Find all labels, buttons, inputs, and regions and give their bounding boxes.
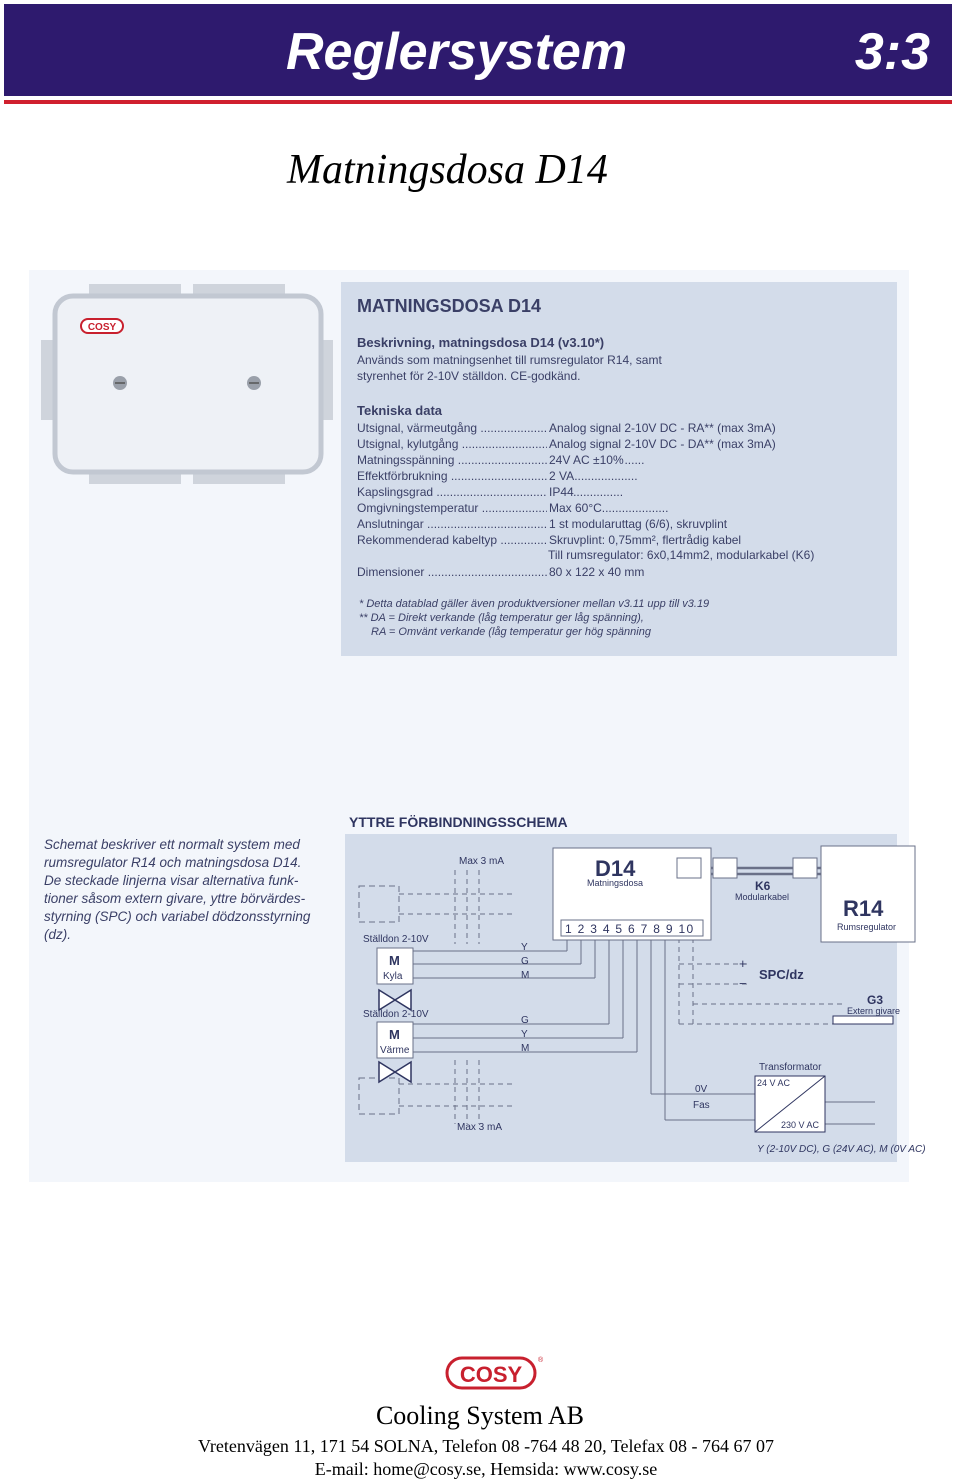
device-logo [81,319,123,333]
schema-title: YTTRE FÖRBINDNINGSSCHEMA [349,814,568,830]
terminal-numbers: 1 2 3 4 5 6 7 8 9 10 [565,922,695,936]
schema-description [44,836,344,944]
description-heading: Beskrivning, matningsdosa D14 (v3.10*) [357,335,605,350]
wire-label: M [521,970,530,981]
description-line: styrenhet för 2-10V ställdon. CE-godkänd. [357,369,581,383]
spec-value: Skruvplint: 0,75mm², flertrådig kabel [549,533,742,547]
zero-volt-label: 0V [695,1084,708,1095]
actuator-heating-name: Värme [380,1045,410,1056]
k6-subtitle: Modularkabel [735,892,790,902]
footnote: RA = Omvänt verkande (låg temperatur ger hög spänning [371,626,651,638]
actuator-cooling-label: Ställdon 2-10V [363,934,429,945]
spc-plus: + [739,956,747,971]
header-title: Reglersystem [286,23,628,81]
cable-extra: Till rumsregulator: 6x0,14mm2, modularkabel (K6) [548,548,815,562]
spec-key: Dimensioner ..... [357,565,547,579]
company-contact: E-mail: home@cosy.se, Hemsida: www.cosy.se [314,1459,658,1479]
wiring-diagram [345,834,926,1162]
spec-panel [341,282,897,656]
spec-key: Effektförbrukning ..... [357,469,547,483]
transformer-secondary: 24 V AC [757,1078,791,1088]
description-line: De steckade linjerna visar alternativa funk- [44,873,299,888]
spec-value: IP44 [549,485,574,499]
device-logo-text: COSY [87,322,117,333]
d14-subtitle: Matningsdosa [587,878,644,888]
max-current-bottom: Max 3 mA [457,1122,503,1133]
spec-key: Matningsspänning ..... [357,453,547,467]
phase-label: Fas [693,1100,710,1111]
spc-minus: − [739,976,747,991]
spec-value: 24V AC ±10% [549,453,624,467]
wire-label: M [521,1043,530,1054]
spec-key: Anslutningar ..... [357,517,547,531]
wire-label: Y [521,1029,528,1040]
spec-value: 80 x 122 x 40 mm [549,565,645,579]
device-illustration [29,270,339,490]
registered-icon: ® [538,1357,544,1364]
motor-icon: M [389,1027,400,1042]
wiring-diagram-svg [345,834,926,1162]
spec-row [357,421,776,435]
spec-value: Max 60°C [549,501,602,515]
k6-title: K6 [755,879,771,893]
company-address: Vretenvägen 11, 171 54 SOLNA, Telefon 08 -764 48 20, Telefax 08 - 764 67 07 [198,1436,774,1456]
spec-value: 1 st modularuttag (6/6), skruvplint [549,517,728,531]
header-divider [4,100,952,104]
transformer-label: Transformator [759,1062,822,1073]
wire-label: G [521,1015,529,1026]
actuator-heating-label: Ställdon 2-10V [363,1009,429,1020]
spec-value: Analog signal 2-10V DC - DA** (max 3mA) [549,437,776,451]
spec-row [357,533,742,547]
datasheet-scan [29,270,926,1182]
spec-key: Kapslingsgrad ..... [357,485,547,499]
company-name: Cooling System AB [375,1401,585,1430]
spec-row [357,501,602,515]
spec-key: Omgivningstemperatur ..... [357,501,547,515]
spec-row [357,485,574,499]
spc-label: SPC/dz [759,967,804,982]
description-line: Schemat beskriver ett normalt system med [44,837,300,852]
cosy-logo-text: COSY [459,1362,523,1387]
sensor-icon [833,1016,893,1024]
r14-title: R14 [843,896,884,921]
page-number: 3:3 [854,23,930,81]
wire-label: Y [521,942,528,953]
wire-legend: Y (2-10V DC), G (24V AC), M (0V AC) [757,1144,926,1155]
transformer-primary: 230 V AC [781,1120,820,1130]
max-current-top: Max 3 mA [459,856,505,867]
valve-icon [379,1062,411,1082]
r14-subtitle: Rumsregulator [837,922,897,932]
tech-data-heading: Tekniska data [357,403,443,418]
spec-key: Rekommenderad kabeltyp ..... [357,533,547,547]
spec-key: Utsignal, kylutgång ..... [357,437,547,451]
d14-title: D14 [595,856,636,881]
g3-title: G3 [867,993,884,1007]
motor-icon: M [389,953,400,968]
description-line: rumsregulator R14 och matningsdosa D14. [44,855,302,870]
description-line: tioner såsom extern givare, yttre börvärdes- [44,891,306,906]
description-line: (dz). [44,927,71,942]
description-line: styrning (SPC) och variabel dödzonsstyrning [44,909,311,924]
spec-heading: MATNINGSDOSA D14 [357,296,542,316]
spec-value: Analog signal 2-10V DC - RA** (max 3mA) [549,421,776,435]
spec-row [357,565,645,579]
spec-value: 2 VA [549,469,575,483]
document-subtitle: Matningsdosa D14 [287,147,608,193]
valve-icon [379,990,411,1010]
g3-subtitle: Extern givare [847,1006,901,1016]
cosy-logo [443,1354,543,1394]
page-header [4,4,952,96]
actuator-cooling-name: Kyla [383,971,403,982]
description-line: Används som matningsenhet till rumsregulator R14, samt [357,353,662,367]
spec-key: Utsignal, värmeutgång ..... [357,421,547,435]
footnote: * Detta datablad gäller även produktversioner mellan v3.11 upp till v3.19 [359,598,710,610]
spec-row [357,437,776,451]
spec-row [357,469,575,483]
spec-row [357,517,728,531]
footnote: ** DA = Direkt verkande (låg temperatur ger låg spänning), [359,612,644,624]
spec-row [357,453,624,467]
wire-label: G [521,956,529,967]
